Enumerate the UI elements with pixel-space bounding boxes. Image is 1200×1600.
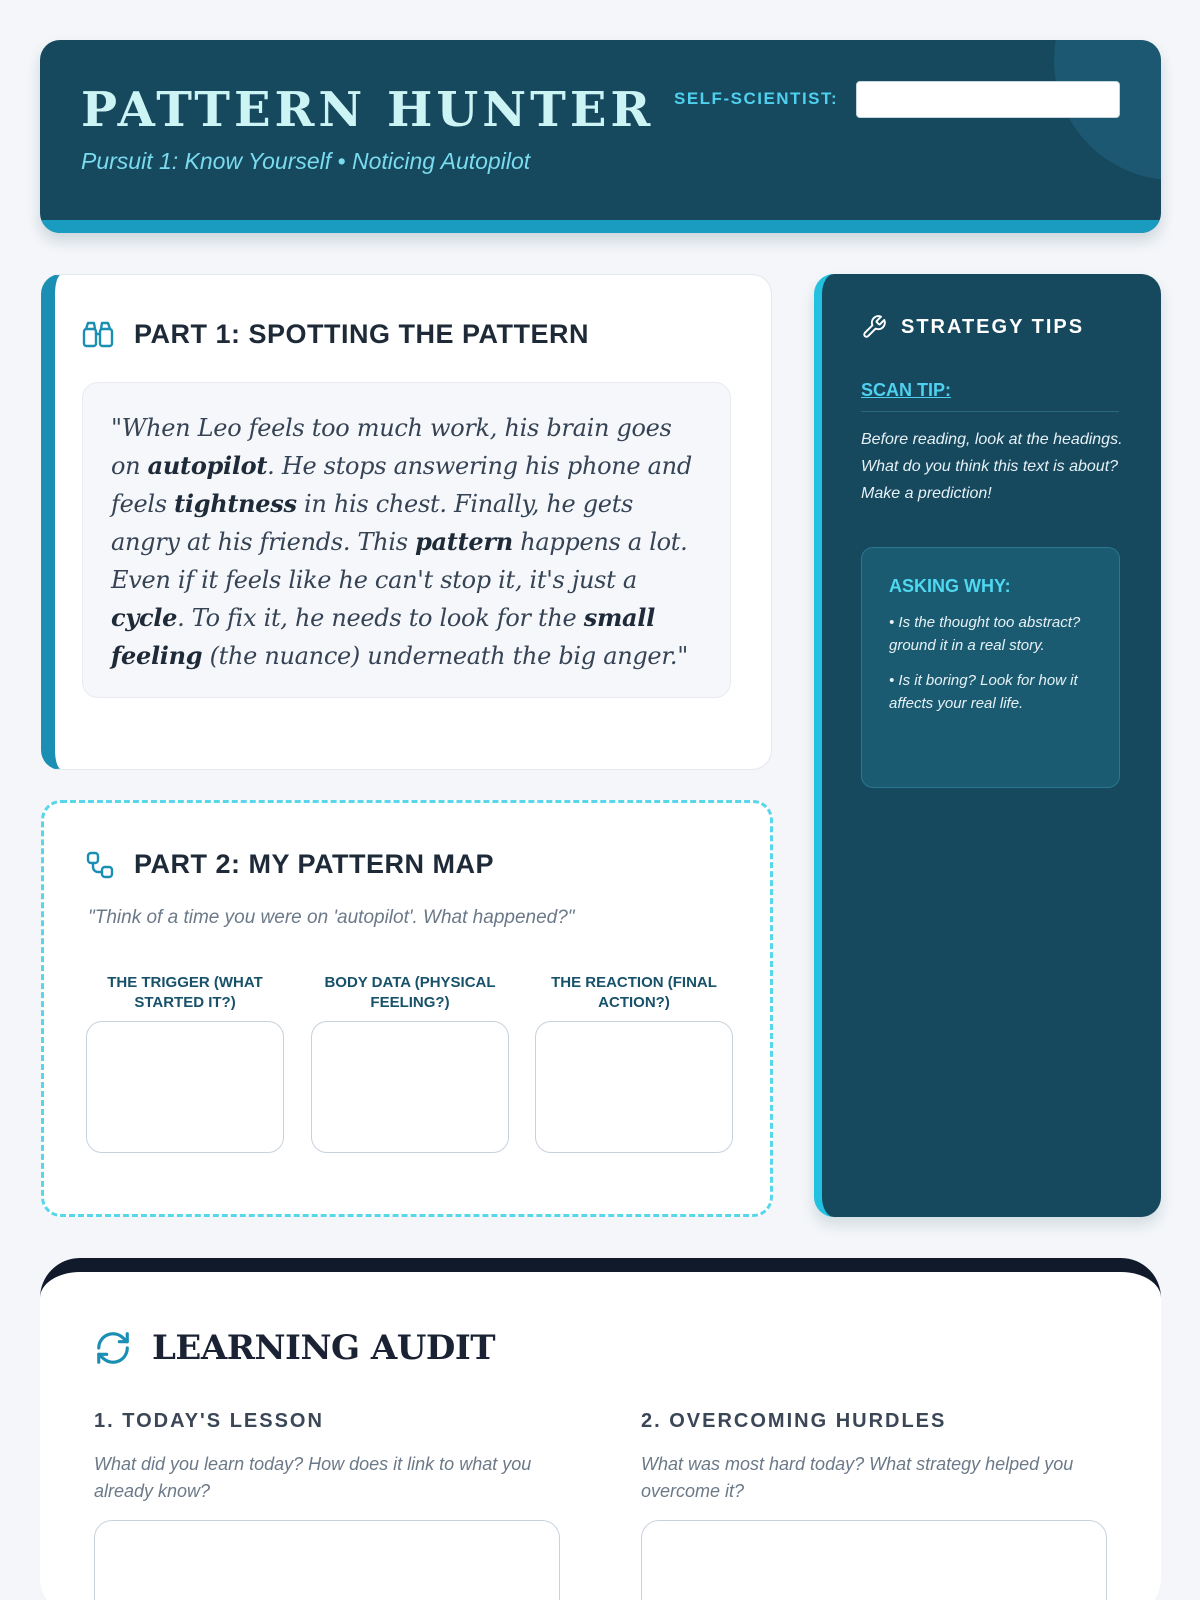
part1-header — [82, 319, 589, 350]
body-data-column — [311, 971, 509, 1153]
quote-text: "When Leo feels too much work, his brain goes on — [111, 414, 672, 480]
learning-audit-header — [94, 1328, 495, 1368]
refresh-icon — [94, 1329, 132, 1367]
quote-keyword: pattern — [415, 527, 513, 556]
part2-card — [41, 800, 773, 1217]
body-data-label: BODY DATA (PHYSICAL FEELING?) — [324, 974, 496, 1011]
scan-tip-label: SCAN TIP: — [861, 380, 951, 400]
learning-audit-title: LEARNING AUDIT — [152, 1328, 496, 1368]
strategy-tips-sidebar — [814, 274, 1161, 1217]
quote-keyword: autopilot — [147, 451, 268, 480]
part2-title: PART 2: MY PATTERN MAP — [134, 849, 495, 879]
trigger-answer-box[interactable] — [86, 1021, 284, 1153]
story-quote — [82, 382, 731, 698]
reaction-column — [535, 971, 733, 1153]
todays-lesson-prompt: What did you learn today? How does it link to what you already know? — [94, 1454, 532, 1501]
quote-keyword: tightness — [174, 489, 297, 518]
body-data-answer-box[interactable] — [311, 1021, 509, 1153]
scan-tip-text: Before reading, look at the headings. What do you think this text is about? Make a prediction! — [861, 431, 1123, 502]
asking-why-item: • Is the thought too abstract? ground it in a real story. — [889, 614, 1081, 654]
flow-map-icon — [86, 851, 114, 879]
page-subtitle: Pursuit 1: Know Yourself • Noticing Autopilot — [81, 148, 531, 174]
asking-why-item: • Is it boring? Look for how it affects your real life. — [889, 672, 1078, 712]
worksheet-header — [40, 40, 1161, 233]
part1-title: PART 1: SPOTTING THE PATTERN — [134, 319, 590, 349]
part1-card — [41, 274, 772, 770]
quote-text: . He stops answering his phone and feels — [111, 452, 692, 518]
strategy-tips-title: STRATEGY TIPS — [901, 315, 1085, 338]
overcoming-hurdles-answer-box[interactable] — [641, 1520, 1107, 1600]
wrench-icon — [861, 314, 887, 340]
overcoming-hurdles-prompt: What was most hard today? What strategy helped you overcome it? — [641, 1454, 1074, 1501]
todays-lesson-answer-box[interactable] — [94, 1520, 560, 1600]
quote-keyword: small feeling — [111, 603, 655, 670]
page-title: PATTERN HUNTER — [81, 82, 655, 138]
part2-prompt: "Think of a time you were on 'autopilot'. What happened?" — [88, 907, 575, 928]
todays-lesson-section — [94, 1410, 560, 1600]
self-scientist-label: SELF-SCIENTIST: — [674, 89, 839, 108]
asking-why-box — [861, 547, 1120, 788]
trigger-column — [86, 971, 284, 1153]
quote-text: . To fix it, he needs to look for the — [177, 604, 584, 632]
reaction-answer-box[interactable] — [535, 1021, 733, 1153]
quote-text: in his chest. Finally, he gets angry at his friends. This — [111, 490, 634, 556]
self-scientist-input[interactable] — [856, 81, 1120, 118]
scan-tip-heading — [861, 380, 1119, 412]
overcoming-hurdles-section — [641, 1410, 1107, 1600]
quote-text: happens a lot. Even if it feels like he can't stop it, it's just a — [111, 528, 688, 594]
todays-lesson-heading: 1. TODAY'S LESSON — [94, 1410, 324, 1432]
trigger-label: THE TRIGGER (WHAT STARTED IT?) — [107, 974, 263, 1011]
asking-why-title: ASKING WHY: — [889, 576, 1011, 596]
reaction-label: THE REACTION (FINAL ACTION?) — [551, 974, 717, 1011]
overcoming-hurdles-heading: 2. OVERCOMING HURDLES — [641, 1410, 947, 1432]
quote-keyword: cycle — [111, 603, 178, 632]
strategy-tips-header — [861, 314, 1084, 340]
learning-audit-card — [40, 1258, 1161, 1600]
part2-header — [86, 849, 494, 880]
quote-text: (the nuance) underneath the big anger." — [202, 642, 688, 670]
binoculars-icon — [82, 321, 114, 349]
